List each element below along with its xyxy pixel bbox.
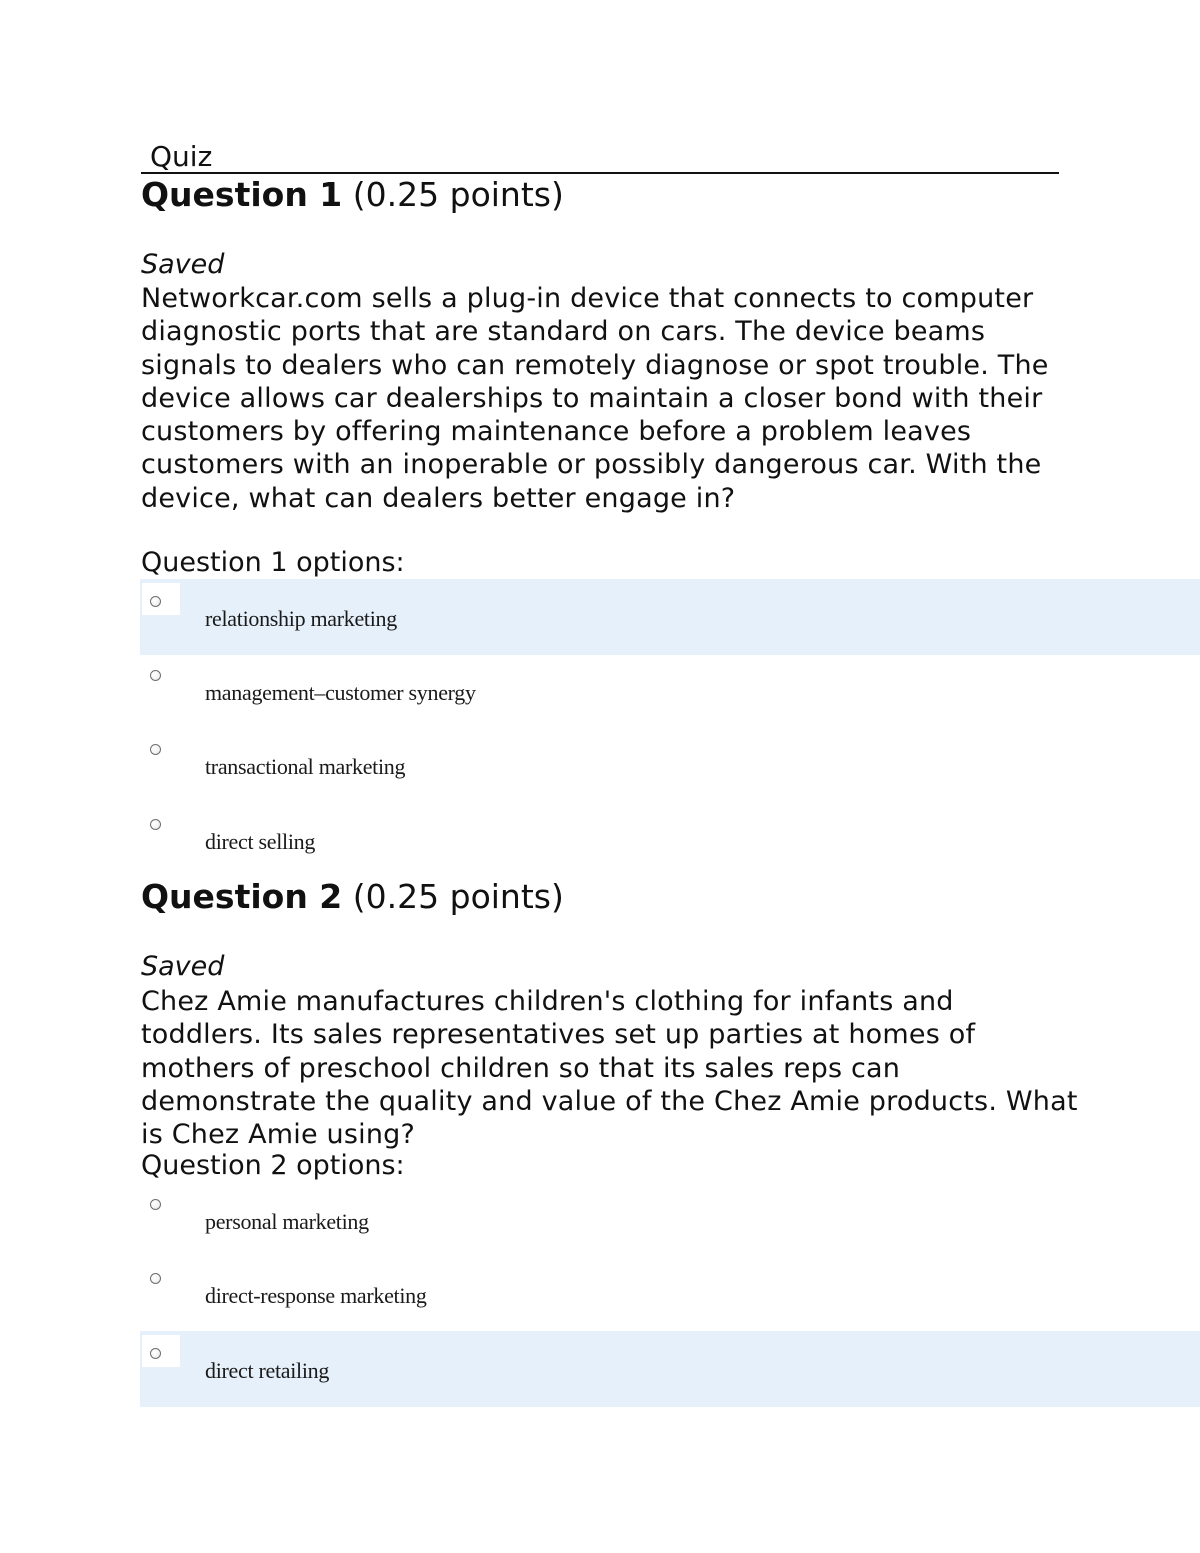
question-2-label: Question 2 — [141, 877, 343, 916]
radio-box — [142, 1335, 180, 1367]
question-1-option-3[interactable] — [140, 727, 1200, 803]
radio-button-icon[interactable] — [150, 1348, 161, 1359]
radio-box — [142, 806, 180, 838]
page-title: Quiz — [150, 140, 213, 173]
question-1-points: (0.25 points) — [352, 175, 564, 214]
question-1-heading — [141, 175, 564, 215]
option-label[interactable]: personal marketing — [205, 1209, 369, 1234]
question-2-options-label: Question 2 options: — [141, 1150, 405, 1181]
option-label[interactable]: relationship marketing — [205, 606, 397, 631]
option-label[interactable]: direct-response marketing — [205, 1283, 427, 1308]
question-2-heading — [141, 877, 564, 917]
question-1-option-4[interactable] — [140, 802, 1200, 878]
option-label[interactable]: direct retailing — [205, 1358, 330, 1383]
question-1-option-2[interactable] — [140, 653, 1200, 729]
option-label[interactable]: transactional marketing — [205, 754, 406, 779]
radio-box — [142, 1186, 180, 1218]
radio-box — [142, 657, 180, 689]
question-2-option-3[interactable] — [140, 1331, 1200, 1407]
question-1-label: Question 1 — [141, 175, 343, 214]
option-label[interactable]: direct selling — [205, 829, 316, 854]
radio-button-icon[interactable] — [150, 819, 161, 830]
question-2-text: Chez Amie manufactures children's clothing for infants and toddlers. Its sales representatives set up parties at homes of mothers of preschool children so that its sales reps can demonstrate the quality and value of the Chez Amie products. What is Chez Amie using? — [141, 986, 1078, 1151]
question-1-options-label: Question 1 options: — [141, 547, 405, 578]
question-2-saved-status: Saved — [141, 951, 225, 982]
question-1-option-1[interactable] — [140, 579, 1200, 655]
radio-button-icon[interactable] — [150, 1273, 161, 1284]
radio-box — [142, 1260, 180, 1292]
question-1-text: Networkcar.com sells a plug-in device that connects to computer diagnostic ports that are standard on cars. The device beams signals to dealers who can remotely diagnose or spot trouble. The device allows car dealerships to maintain a closer bond with their customers by offering maintenance before a problem leaves customers with an inoperable or possibly dangerous car. With the device, what can dealers better engage in? — [141, 283, 1049, 514]
radio-box — [142, 583, 180, 615]
radio-button-icon[interactable] — [150, 1199, 161, 1210]
question-2-points: (0.25 points) — [352, 877, 564, 916]
radio-button-icon[interactable] — [150, 596, 161, 607]
question-2-option-2[interactable] — [140, 1256, 1200, 1332]
question-2-option-1[interactable] — [140, 1182, 1200, 1258]
title-divider — [141, 172, 1059, 174]
radio-button-icon[interactable] — [150, 744, 161, 755]
radio-box — [142, 731, 180, 763]
question-1-saved-status: Saved — [141, 249, 225, 280]
radio-button-icon[interactable] — [150, 670, 161, 681]
option-label[interactable]: management–customer synergy — [205, 680, 476, 705]
